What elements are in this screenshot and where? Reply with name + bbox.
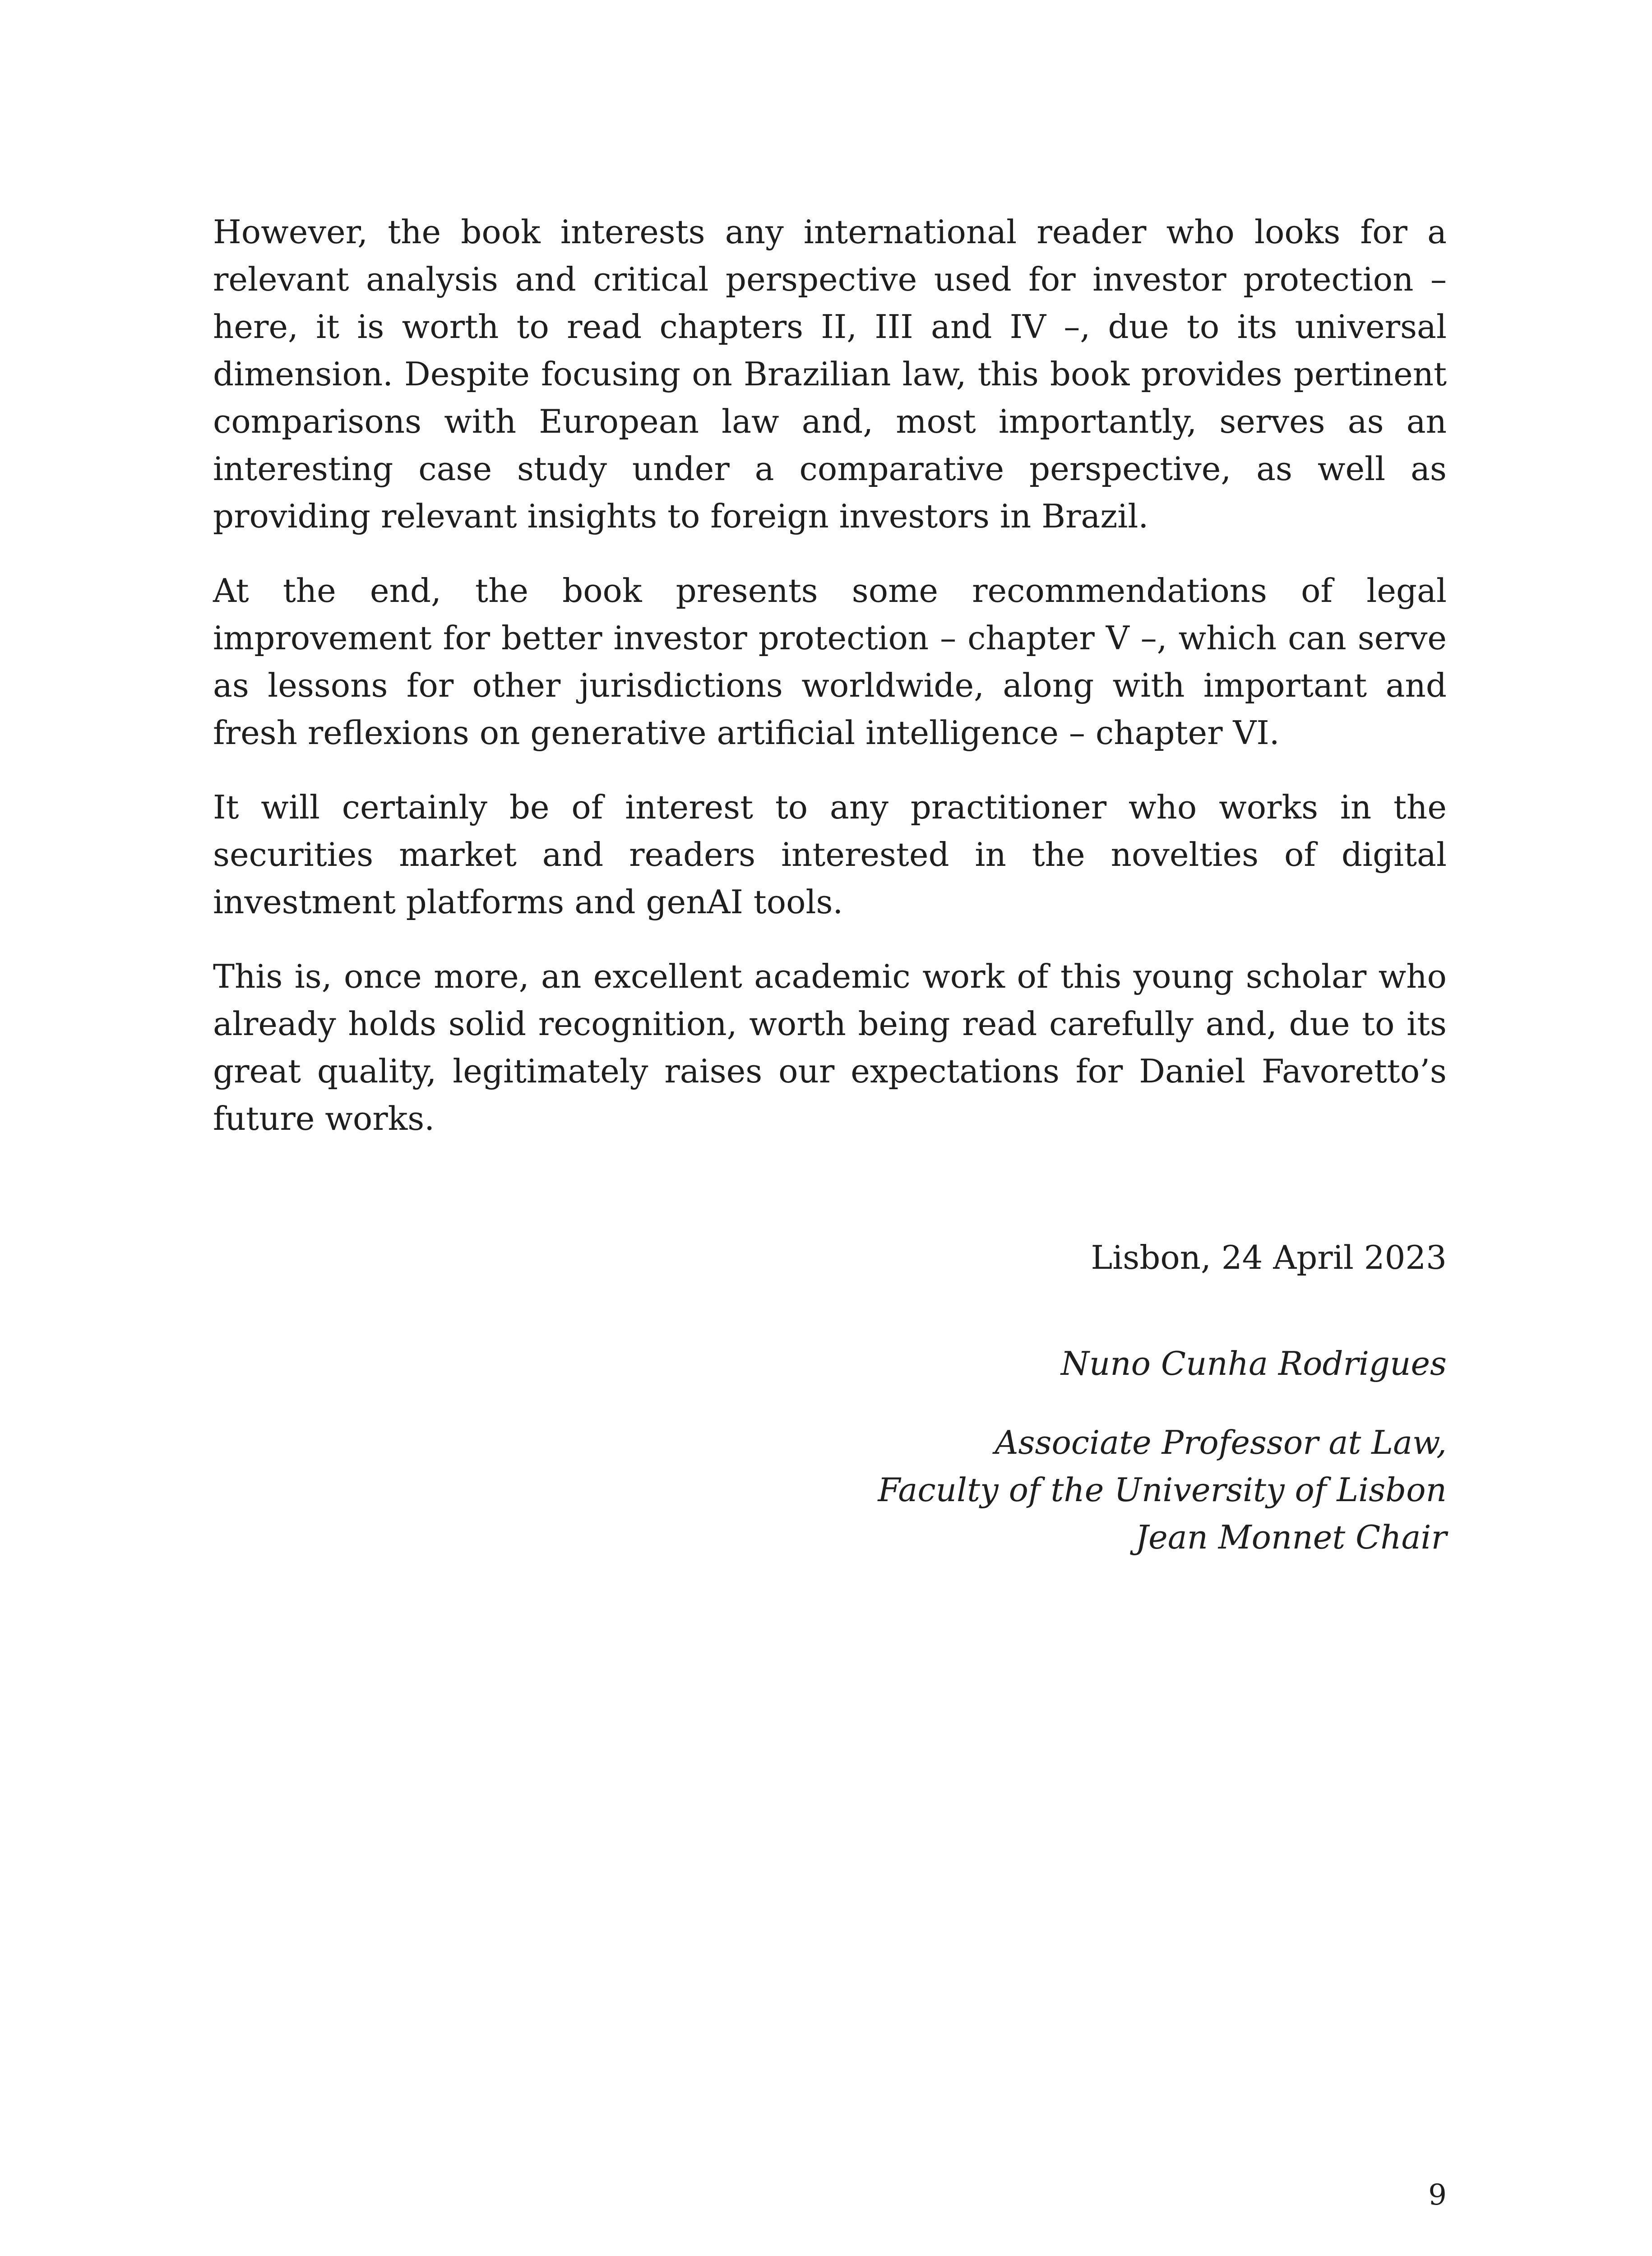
place-date: Lisbon, 24 April 2023	[1091, 1239, 1447, 1276]
body-text	[213, 208, 1447, 1170]
closing-block	[878, 1234, 1447, 1561]
affiliation-line: Associate Professor at Law,	[995, 1424, 1447, 1461]
paragraph: This is, once more, an excellent academic work of this young scholar who already holds solid recognition, worth being read carefully and, due to its great quality, legitimately raises our expectations for Daniel Favoretto’s future works.	[213, 957, 1447, 1137]
author-name: Nuno Cunha Rodrigues	[1060, 1345, 1447, 1382]
paragraph: It will certainly be of interest to any practitioner who works in the securities market and readers interested in the novelties of digital investment platforms and genAI tools.	[213, 788, 1447, 921]
affiliation-line: Jean Monnet Chair	[1135, 1518, 1447, 1556]
paragraph: At the end, the book presents some recommendations of legal improvement for better investor protection – chapter V –, which can serve as lessons for other jurisdictions worldwide, along with important and fresh reflexions on generative artificial intelligence – chapter VI.	[213, 572, 1447, 752]
paragraph: However, the book interests any international reader who looks for a relevant analysis and critical perspective used for investor protection – here, it is worth to read chapters II, III and IV –, due to its universal dimension. Despite focusing on Brazilian law, this book provides pertinent comparisons with European law and, most importantly, serves as an interesting case study under a comparative perspective, as well as providing relevant insights to foreign investors in Brazil.	[213, 213, 1447, 535]
page-number: 9	[1428, 2178, 1447, 2212]
affiliation-line: Faculty of the University of Lisbon	[878, 1471, 1447, 1509]
